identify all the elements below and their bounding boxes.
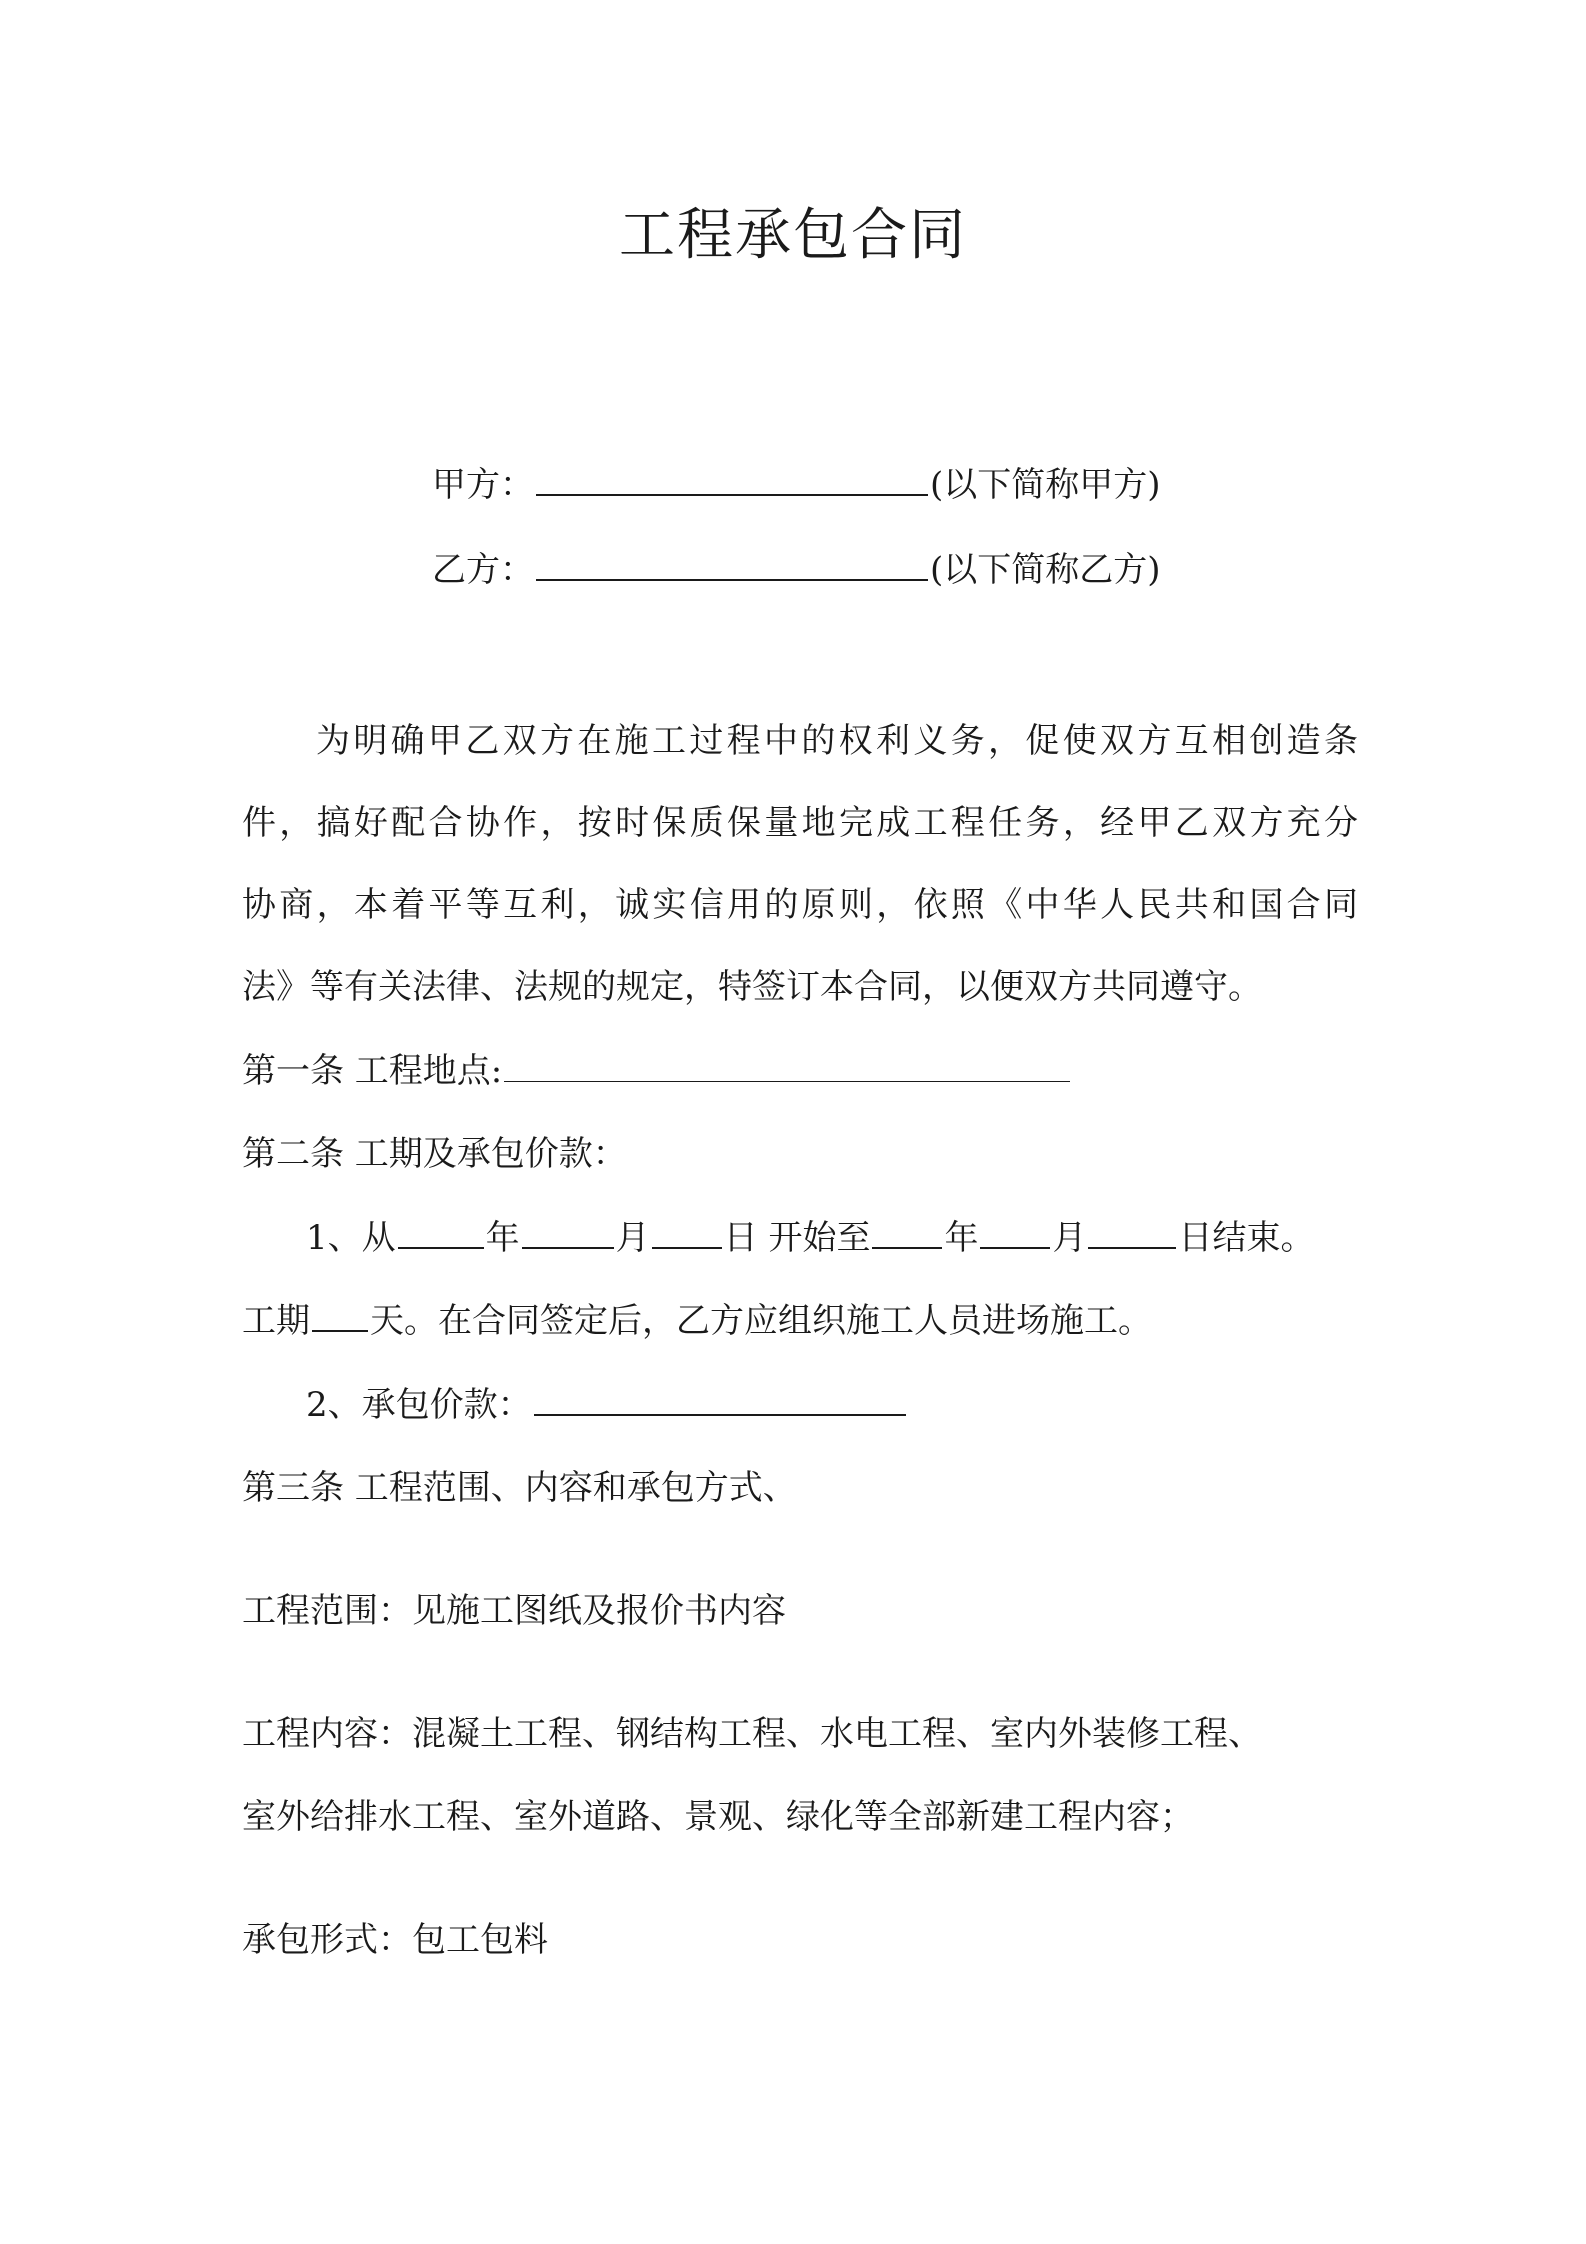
- end-day-blank[interactable]: [1088, 1213, 1176, 1249]
- article-2-period: [242, 1296, 1152, 1346]
- preamble-paragraph: [242, 700, 1358, 1028]
- article-1-label: 第一条 工程地点:: [242, 1051, 503, 1091]
- article-3-content-1: [242, 1709, 1262, 1759]
- end-day-label: 日结束。: [1178, 1218, 1315, 1258]
- party-a-label: 甲方：: [432, 465, 534, 505]
- party-b-blank[interactable]: [536, 545, 928, 581]
- article-2: [242, 1129, 627, 1179]
- preamble-line: 件，搞好配合协作，按时保质保量地完成工程任务，经甲乙双方充分: [242, 803, 1358, 843]
- preamble-line: 协商，本着平等互利，诚实信用的原则，依照《中华人民共和国合同: [242, 885, 1358, 925]
- end-month-label: 月: [1052, 1218, 1087, 1258]
- contract-form-text: 承包形式：包工包料: [242, 1920, 548, 1960]
- start-day-blank[interactable]: [652, 1213, 722, 1249]
- document-title: 工程承包合同: [619, 203, 967, 268]
- party-a-suffix: (以下简称甲方): [930, 465, 1161, 505]
- article-3-scope: [242, 1586, 786, 1636]
- end-month-blank[interactable]: [980, 1213, 1050, 1249]
- article-1: [242, 1046, 1072, 1096]
- end-year-label: 年: [944, 1218, 979, 1258]
- scope-text: 工程范围：见施工图纸及报价书内容: [242, 1591, 786, 1631]
- start-year-label: 年: [485, 1218, 520, 1258]
- contract-price-blank[interactable]: [534, 1380, 906, 1416]
- party-b-line: [432, 545, 1161, 595]
- article-3: [242, 1463, 797, 1513]
- start-month-blank[interactable]: [522, 1213, 614, 1249]
- start-year-blank[interactable]: [398, 1213, 484, 1249]
- contract-price-label: 2、承包价款：: [306, 1385, 532, 1425]
- period-prefix: 工期: [242, 1301, 310, 1341]
- content-text-line: 工程内容：混凝土工程、钢结构工程、水电工程、室内外装修工程、: [242, 1714, 1262, 1754]
- preamble-line: 为明确甲乙双方在施工过程中的权利义务，促使双方互相创造条: [316, 721, 1358, 761]
- content-text-line: 室外给排水工程、室外道路、景观、绿化等全部新建工程内容；: [242, 1797, 1194, 1837]
- end-year-blank[interactable]: [872, 1213, 942, 1249]
- party-a-line: [432, 460, 1161, 510]
- party-b-label: 乙方：: [432, 550, 534, 590]
- article-2-item-2: [306, 1380, 908, 1430]
- article-2-item-1: [306, 1213, 1314, 1263]
- start-month-label: 月: [615, 1218, 650, 1258]
- project-location-blank[interactable]: [504, 1047, 1070, 1082]
- article-3-label: 第三条 工程范围、内容和承包方式、: [242, 1468, 797, 1508]
- start-day-label: 日 开始至: [723, 1218, 871, 1258]
- preamble-line: 法》等有关法律、法规的规定，特签订本合同，以便双方共同遵守。: [242, 967, 1262, 1007]
- period-days-blank[interactable]: [312, 1296, 368, 1332]
- period-suffix: 天。在合同签定后，乙方应组织施工人员进场施工。: [370, 1301, 1152, 1341]
- item-1-prefix: 1、从: [306, 1218, 396, 1258]
- party-a-blank[interactable]: [536, 460, 928, 496]
- party-b-suffix: (以下简称乙方): [930, 550, 1161, 590]
- article-3-content-2: [242, 1792, 1194, 1842]
- article-2-label: 第二条 工期及承包价款：: [242, 1134, 627, 1174]
- article-3-form: [242, 1915, 548, 1965]
